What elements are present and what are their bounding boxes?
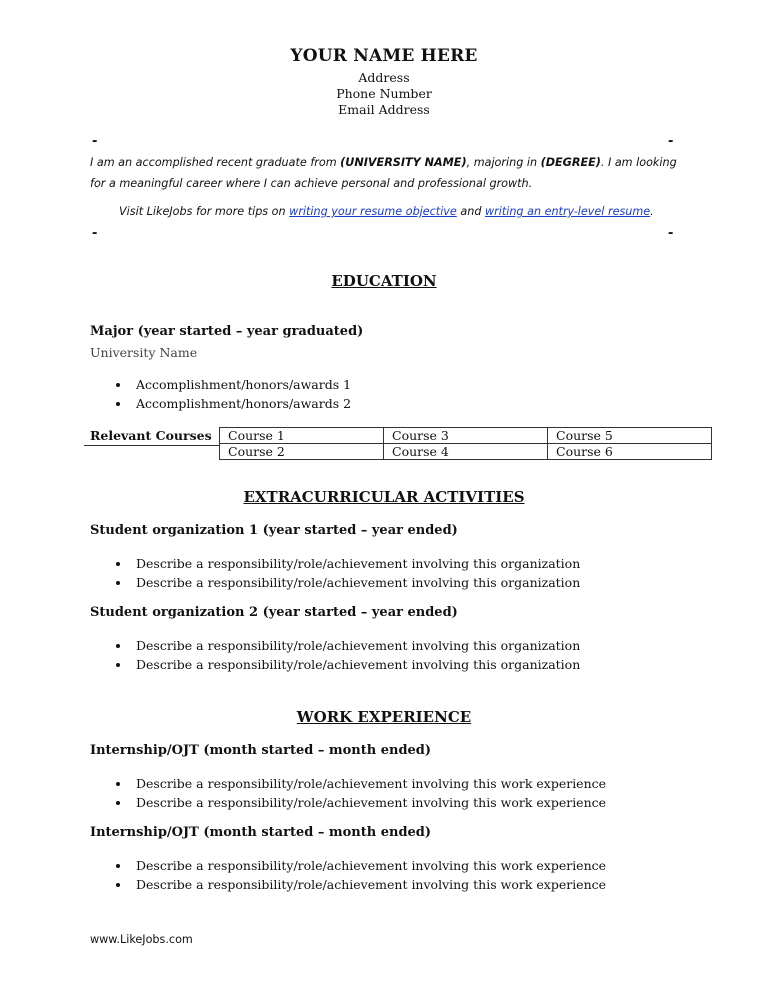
- org-bullets: [90, 636, 580, 674]
- education-heading: EDUCATION: [331, 272, 437, 290]
- courses-table: [219, 427, 712, 460]
- course-cell: Course 6: [548, 444, 712, 460]
- list-item: Describe a responsibility/role/achievement involving this work experience: [90, 856, 606, 875]
- education-university: University Name: [90, 345, 198, 360]
- divider-dash-top-left: -: [92, 134, 98, 149]
- list-item: Accomplishment/honors/awards 2: [90, 394, 351, 413]
- table-row: [220, 444, 712, 460]
- course-cell: Course 3: [384, 428, 548, 444]
- divider-dash-top-right: -: [668, 134, 674, 149]
- relevant-courses-label: Relevant Courses: [90, 428, 212, 443]
- org-title: Student organization 1 (year started – year ended): [90, 523, 458, 538]
- objective-text: [90, 152, 682, 194]
- extracurricular-heading: EXTRACURRICULAR ACTIVITIES: [243, 488, 525, 506]
- job-bullets: [90, 856, 606, 894]
- email-line: Email Address: [338, 102, 430, 117]
- course-cell: Course 4: [384, 444, 548, 460]
- phone-line: Phone Number: [336, 86, 432, 101]
- objective-university: (UNIVERSITY NAME): [340, 156, 467, 169]
- list-item: Describe a responsibility/role/achievement involving this organization: [90, 554, 580, 573]
- list-item: Describe a responsibility/role/achievement involving this organization: [90, 655, 580, 674]
- org-title: Student organization 2 (year started – year ended): [90, 605, 458, 620]
- table-row: [220, 428, 712, 444]
- tips-line: [119, 205, 654, 218]
- list-item: Describe a responsibility/role/achievement involving this organization: [90, 573, 580, 592]
- list-item: Describe a responsibility/role/achievement involving this organization: [90, 636, 580, 655]
- entry-level-resume-link[interactable]: writing an entry-level resume: [484, 205, 651, 218]
- divider-dash-bottom-right: -: [668, 226, 674, 241]
- education-bullets: [90, 375, 351, 413]
- tips-middle: and: [456, 205, 485, 218]
- course-cell: Course 1: [220, 428, 384, 444]
- tips-prefix: Visit LikeJobs for more tips on: [119, 205, 290, 218]
- courses-label-rule: [84, 445, 220, 446]
- list-item: Describe a responsibility/role/achievement involving this work experience: [90, 793, 606, 812]
- list-item: Describe a responsibility/role/achievement involving this work experience: [90, 875, 606, 894]
- course-cell: Course 2: [220, 444, 384, 460]
- resume-name: YOUR NAME HERE: [290, 46, 478, 66]
- job-title: Internship/OJT (month started – month ended): [90, 825, 432, 840]
- address-line: Address: [358, 70, 410, 85]
- education-major: Major (year started – year graduated): [90, 324, 364, 339]
- objective-part3: . I am looking for a meaningful career where I can achieve personal and professional growth.: [90, 156, 677, 190]
- tips-suffix: .: [650, 205, 654, 218]
- job-bullets: [90, 774, 606, 812]
- objective-part2: , majoring in: [466, 156, 541, 169]
- list-item: Describe a responsibility/role/achievement involving this work experience: [90, 774, 606, 793]
- footer-website: www.LikeJobs.com: [90, 933, 193, 946]
- objective-part1: I am an accomplished recent graduate from: [90, 156, 341, 169]
- course-cell: Course 5: [548, 428, 712, 444]
- divider-dash-bottom-left: -: [92, 226, 98, 241]
- objective-degree: (DEGREE): [540, 156, 601, 169]
- job-title: Internship/OJT (month started – month ended): [90, 743, 432, 758]
- list-item: Accomplishment/honors/awards 1: [90, 375, 351, 394]
- org-bullets: [90, 554, 580, 592]
- work-experience-heading: WORK EXPERIENCE: [296, 708, 472, 726]
- resume-objective-link[interactable]: writing your resume objective: [289, 205, 457, 218]
